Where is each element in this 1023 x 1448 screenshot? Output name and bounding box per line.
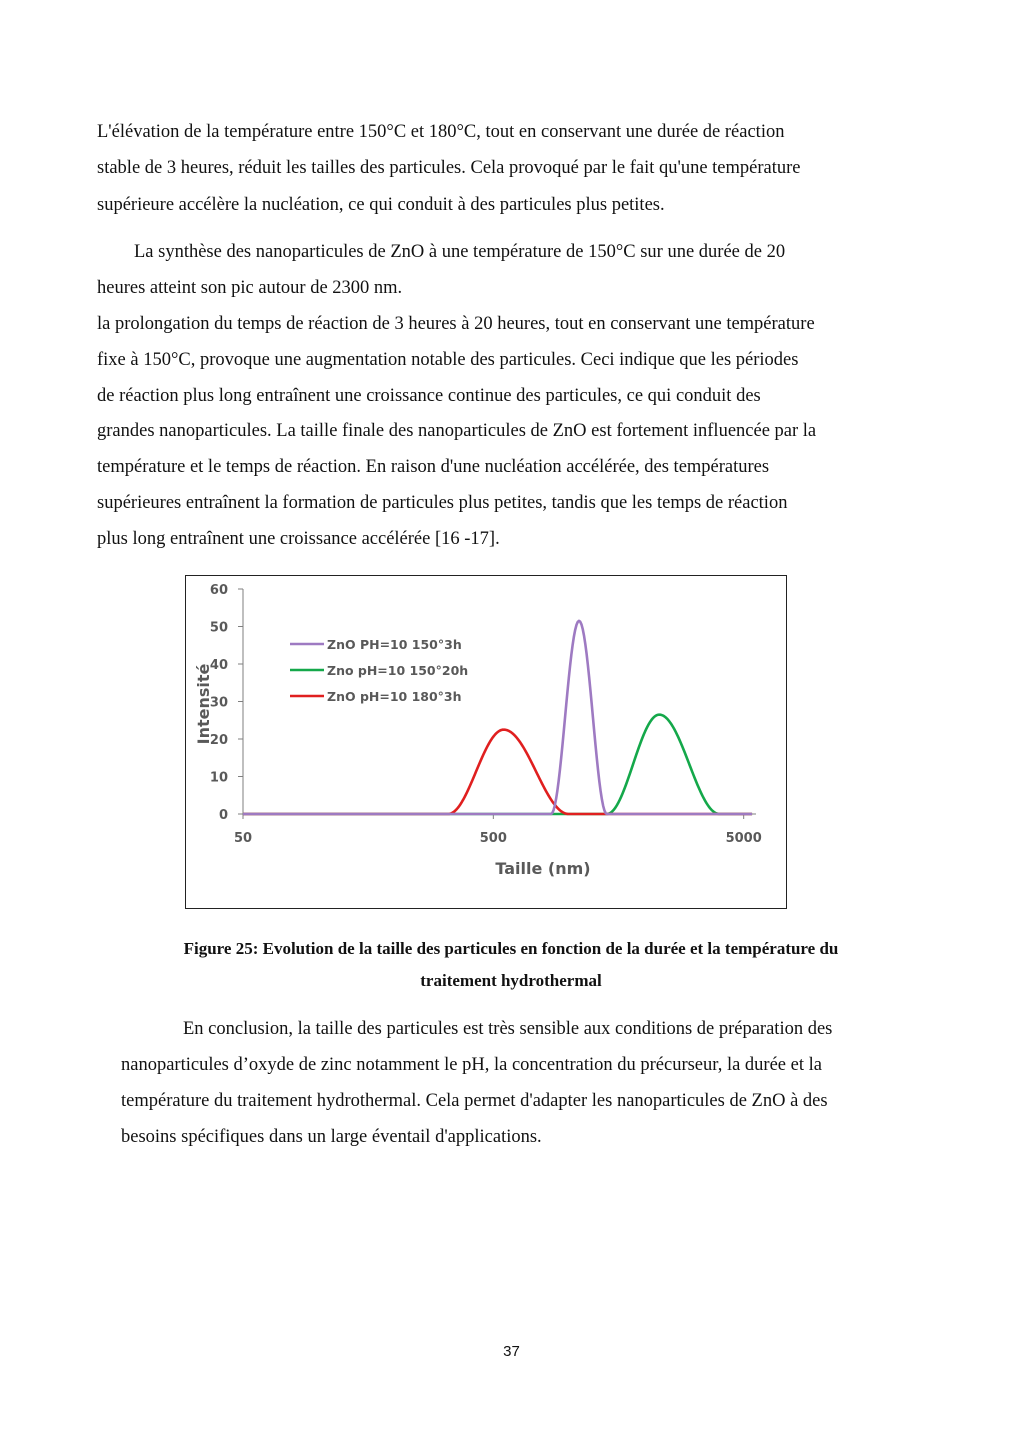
legend-label: Zno pH=10 150°20h <box>327 663 469 678</box>
x-tick-label: 500 <box>479 831 507 846</box>
text-line: besoins spécifiques dans un large éventail d'applications. <box>121 1127 542 1147</box>
text-line: grandes nanoparticules. La taille finale des nanoparticules de ZnO est fortement influencée par la <box>97 421 817 441</box>
text-line: température et le temps de réaction. En raison d'une nucléation accélérée, des températures <box>97 457 770 477</box>
text-line: nanoparticules d’oxyde de zinc notamment le pH, la concentration du précurseur, la durée et la <box>121 1055 822 1075</box>
series-line <box>243 715 752 814</box>
text-line: plus long entraînent une croissance accélérée [16 -17]. <box>97 529 500 549</box>
text-line: de réaction plus long entraînent une croissance continue des particules, ce qui conduit des <box>97 386 761 406</box>
x-axis-label: Taille (nm) <box>495 859 591 878</box>
text-line: fixe à 150°C, provoque une augmentation notable des particules. Ceci indique que les périodes <box>97 350 799 370</box>
figure-caption-line-1: Figure 25: Evolution de la taille des particules en fonction de la durée et la température du <box>183 939 839 958</box>
text-line: supérieures entraînent la formation de particules plus petites, tandis que les temps de réaction <box>97 493 788 513</box>
y-axis-label: Intensité <box>194 663 213 745</box>
text-line: En conclusion, la taille des particules est très sensible aux conditions de préparation des <box>183 1019 833 1039</box>
y-tick-label: 30 <box>209 695 228 711</box>
y-tick-label: 0 <box>218 808 228 823</box>
y-tick-label: 60 <box>209 583 228 598</box>
text-line: température du traitement hydrothermal. Cela permet d'adapter les nanoparticules de ZnO à des <box>121 1091 828 1111</box>
text-line: L'élévation de la température entre 150°C et 180°C, tout en conservant une durée de réaction <box>97 122 785 142</box>
particle-size-chart <box>186 576 786 908</box>
series-line <box>243 730 752 814</box>
text-line: la prolongation du temps de réaction de 3 heures à 20 heures, tout en conservant une température <box>97 314 815 334</box>
page-number: 37 <box>503 1343 520 1360</box>
x-tick-label: 50 <box>233 831 253 846</box>
y-tick-label: 20 <box>209 733 228 748</box>
x-tick-label: 5000 <box>725 831 762 846</box>
series-line <box>243 621 752 814</box>
text-line: stable de 3 heures, réduit les tailles des particules. Cela provoqué par le fait qu'une température <box>97 158 801 178</box>
text-line: supérieure accélère la nucléation, ce qui conduit à des particules plus petites. <box>97 195 665 215</box>
figure-caption-line-2: traitement hydrothermal <box>420 971 602 990</box>
y-tick-label: 40 <box>209 658 228 673</box>
figure-25-chart <box>185 575 787 909</box>
text-line: La synthèse des nanoparticules de ZnO à une température de 150°C sur une durée de 20 <box>134 242 786 262</box>
y-tick-label: 10 <box>209 770 228 786</box>
legend-label: ZnO pH=10 180°3h <box>327 689 462 704</box>
legend-label: ZnO PH=10 150°3h <box>327 637 462 652</box>
y-tick-label: 50 <box>209 620 228 636</box>
text-line: heures atteint son pic autour de 2300 nm. <box>97 278 403 298</box>
